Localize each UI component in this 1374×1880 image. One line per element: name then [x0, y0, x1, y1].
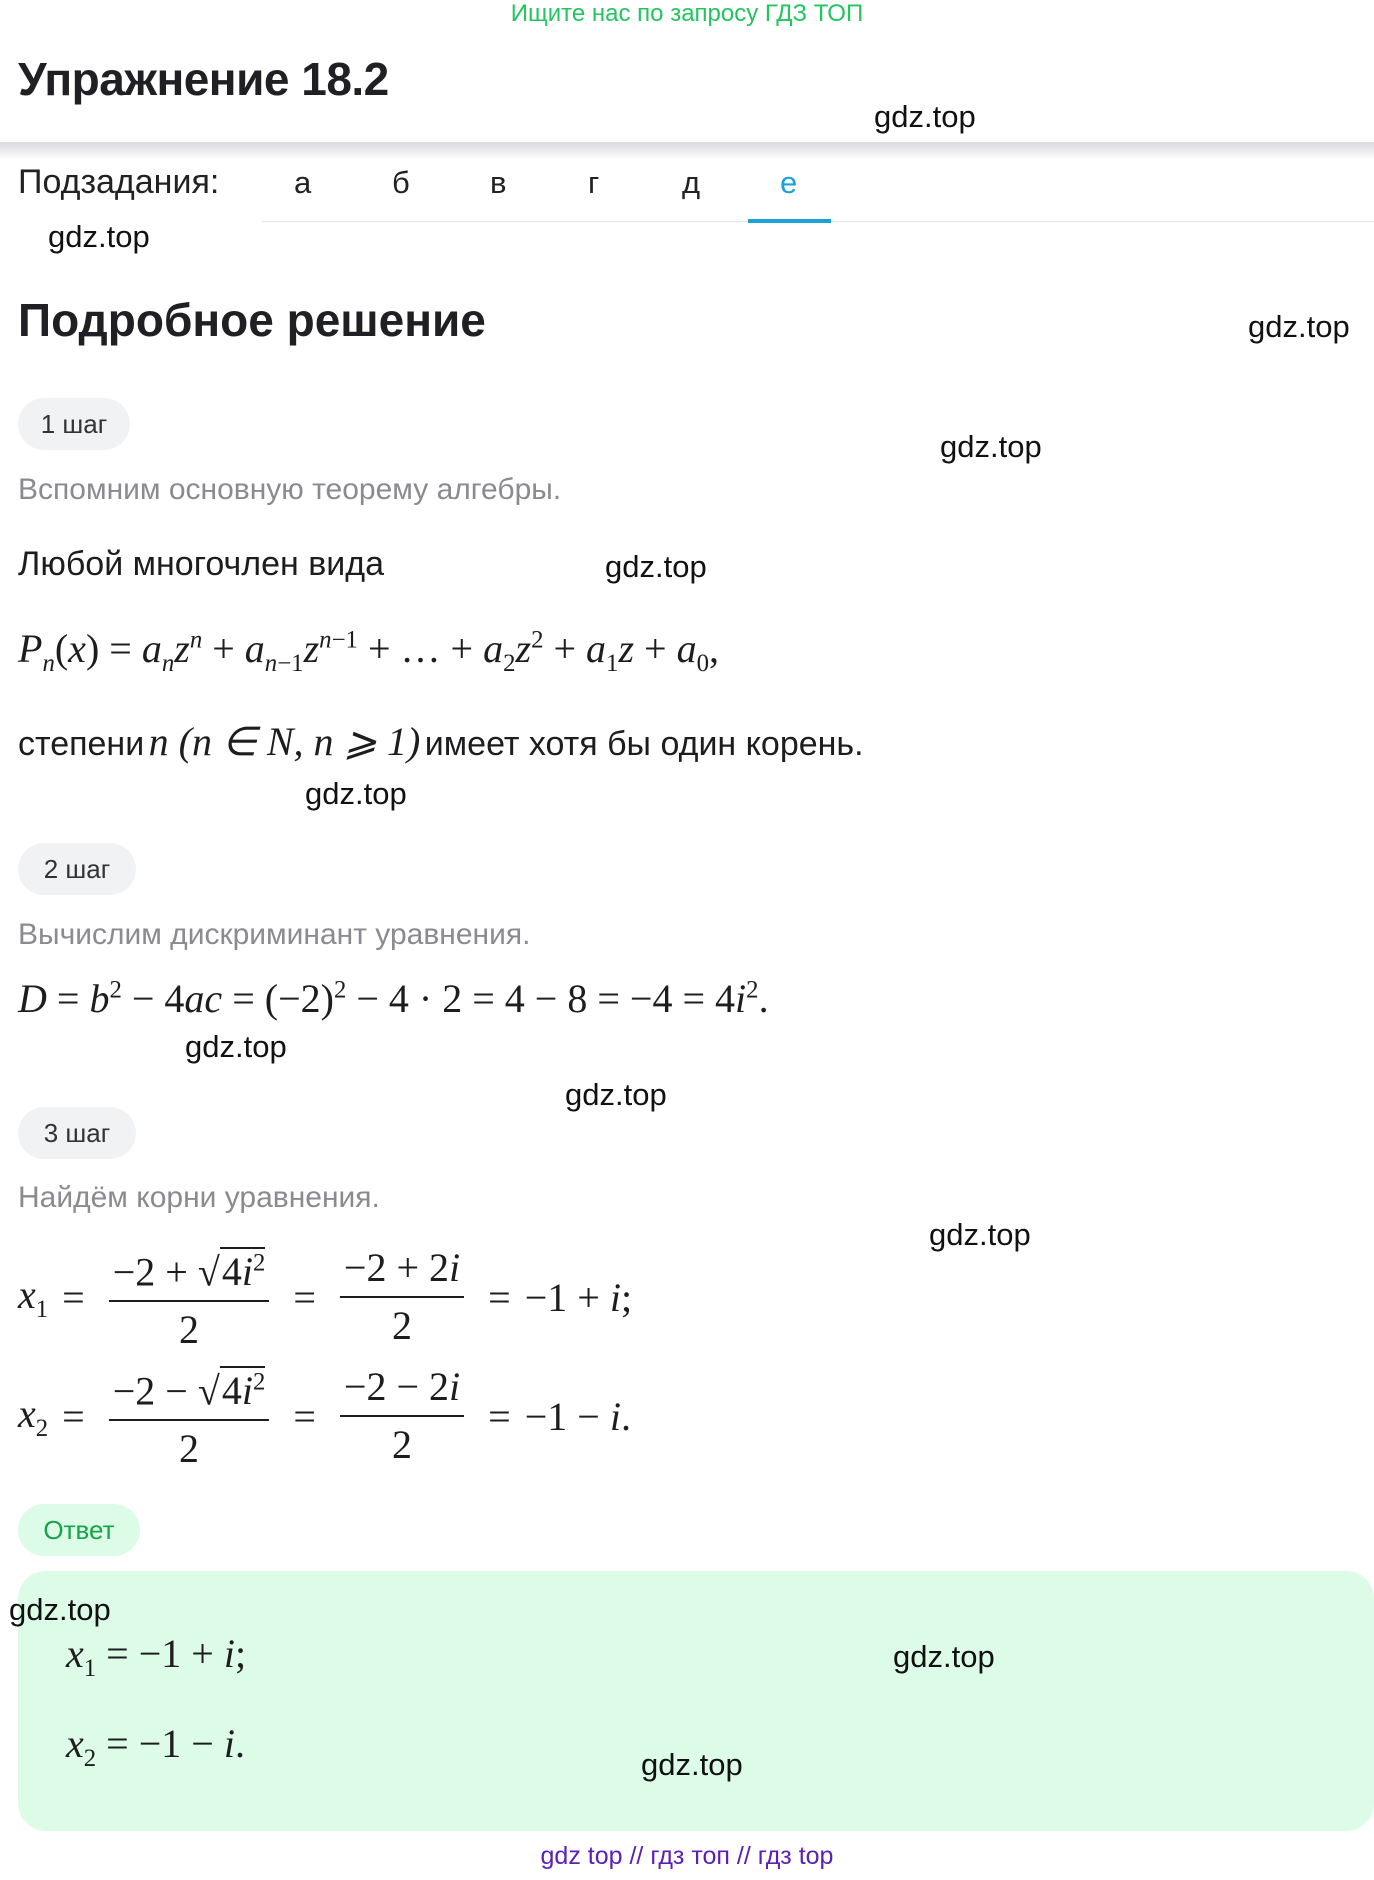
footer-watermark: gdz top // гдз топ // гдз top [540, 1842, 834, 1870]
tab-b[interactable]: б [392, 165, 410, 200]
section-title: Подробное решение [18, 294, 486, 346]
active-tab-indicator [748, 219, 831, 223]
polynomial-formula: $P_n(x) = a_nz^n + a_{n-1}z^{n-1}$ + … + $a_2z^2 + a_1z + a_0$, [18, 626, 719, 677]
step-1-conclusion [18, 718, 864, 765]
tab-v[interactable]: в [490, 165, 507, 200]
step-2-hint: Вычислим дискриминант уравнения. [18, 918, 531, 951]
step-3-hint: Найдём корни уравнения. [18, 1181, 380, 1214]
tab-a[interactable]: а [294, 165, 312, 200]
watermark: gdz.top [893, 1639, 995, 1674]
root-x1-formula: $x_1$ = $\frac{-2 + √4i^2}{2}$ = $\frac{-2 + 2i}{2}$ = −1 + i; [18, 1236, 632, 1358]
watermark: gdz.top [1248, 309, 1350, 344]
watermark: gdz.top [605, 549, 707, 584]
step-1-hint: Вспомним основную теорему алгебры. [18, 473, 562, 506]
watermark: gdz.top [940, 429, 1042, 464]
tab-d[interactable]: д [682, 165, 701, 200]
watermark: gdz.top [185, 1029, 287, 1064]
step-1-badge: 1 шаг [18, 398, 130, 450]
degree-label: степени [18, 725, 145, 763]
degree-condition: n (n ∈ N, n ⩾ 1) [148, 719, 421, 764]
watermark: gdz.top [929, 1217, 1031, 1252]
watermark: gdz.top [874, 99, 976, 134]
watermark: gdz.top [48, 219, 150, 254]
top-banner: Ищите нас по запросу ГДЗ ТОП [510, 0, 864, 27]
answer-x1: $x_1 = -1 + i$; [66, 1631, 247, 1682]
conclusion-text: имеет хотя бы один корень. [424, 725, 864, 763]
root-x2-formula: $x_2$ = $\frac{-2 - √4i^2}{2}$ = $\frac{-2 - 2i}{2}$ = −1 − i. [18, 1355, 631, 1477]
tab-e[interactable]: е [780, 165, 798, 200]
answer-badge: Ответ [18, 1504, 140, 1556]
step-1-text: Любой многочлен вида [18, 545, 384, 583]
watermark: gdz.top [305, 776, 407, 811]
answer-box [18, 1571, 1374, 1831]
answer-x2: $x_2 = -1 - i$. [66, 1721, 245, 1772]
watermark: gdz.top [565, 1077, 667, 1112]
step-2-badge: 2 шаг [18, 843, 136, 895]
tab-g[interactable]: г [588, 165, 600, 200]
watermark: gdz.top [9, 1592, 111, 1627]
page-title: Упражнение 18.2 [18, 53, 389, 105]
header-divider [0, 142, 1374, 160]
watermark: gdz.top [641, 1747, 743, 1782]
step-3-badge: 3 шаг [18, 1107, 136, 1159]
subtasks-label: Подзадания: [18, 163, 220, 201]
discriminant-formula: $D = b^2 - 4ac = (-2)^2 - 4 \cdot 2 = 4 - 8 = -4 = 4i^2$. [18, 976, 769, 1021]
